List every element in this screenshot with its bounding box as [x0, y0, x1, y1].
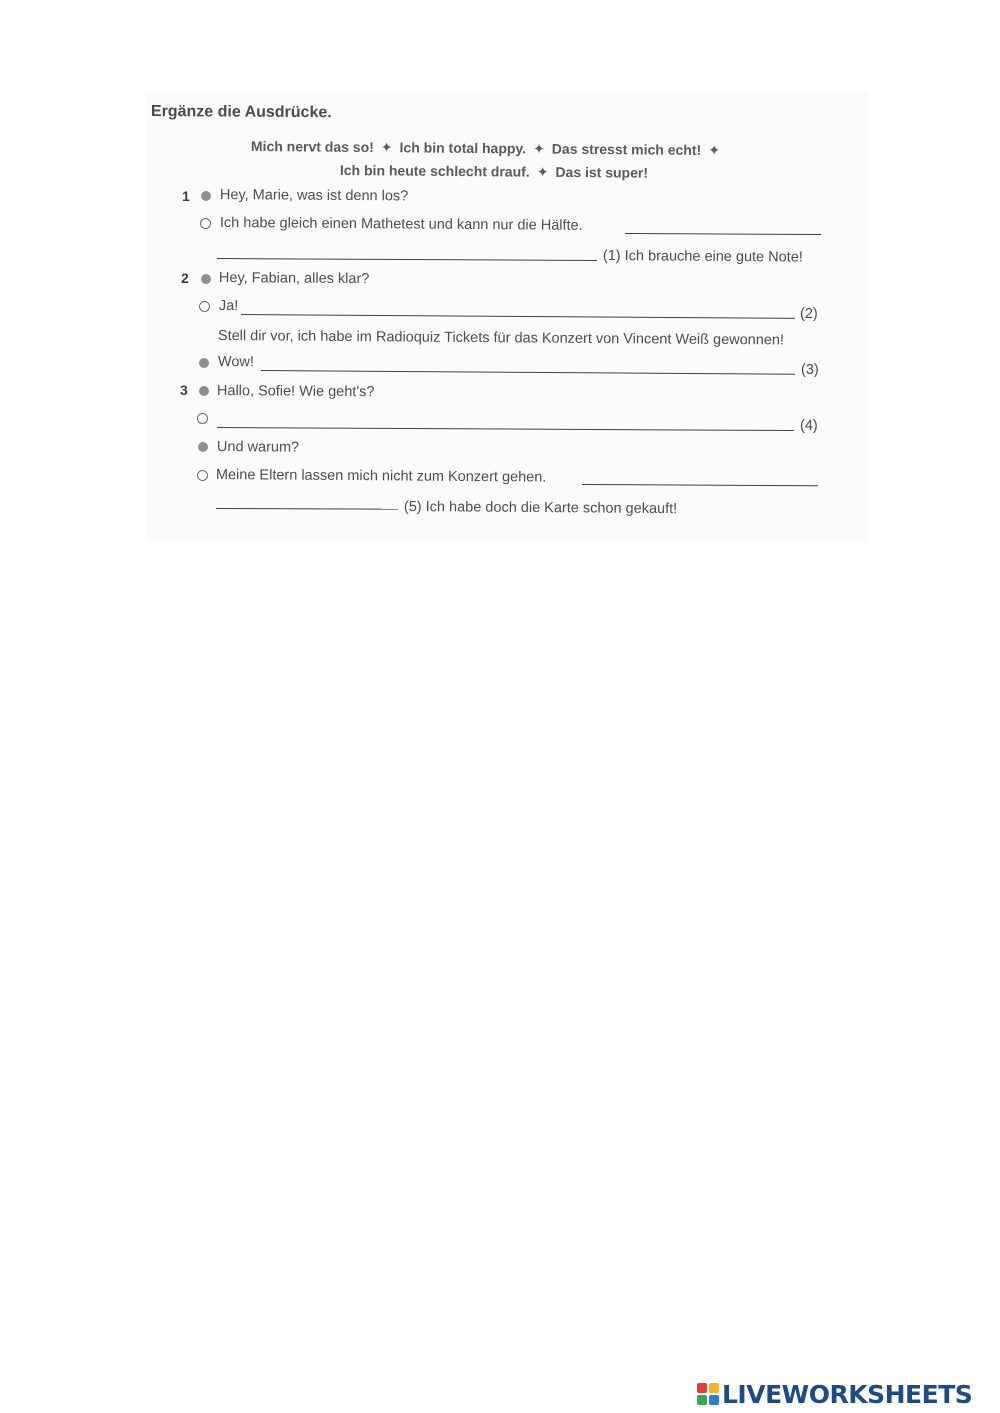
speaker-a-icon: [199, 386, 209, 396]
dialogue-line: Wow!: [217, 354, 254, 371]
expression: Ich bin total happy.: [399, 139, 527, 157]
item-number: 3: [180, 382, 188, 398]
speaker-b-icon: [200, 218, 211, 229]
expression: Das stresst mich echt!: [551, 140, 702, 158]
separator-icon: ✦: [380, 139, 393, 156]
speaker-a-icon: [198, 442, 208, 452]
dialogue-line: Meine Eltern lassen mich nicht zum Konzert gehen.: [215, 467, 547, 486]
blank-number: (4): [800, 418, 818, 434]
speaker-a-icon: [201, 274, 211, 284]
separator-icon: ✦: [536, 163, 549, 180]
dialogue-line: Hey, Fabian, alles klar?: [218, 270, 370, 288]
dialogue-line: (5) Ich habe doch die Karte schon gekauft!: [403, 499, 678, 518]
expressions-line-2: [340, 162, 648, 182]
exercise-heading: Ergänze die Ausdrücke.: [150, 103, 332, 122]
liveworksheets-logo: [697, 1379, 972, 1409]
expression: Mich nervt das so!: [250, 138, 374, 156]
speaker-b-icon: [199, 301, 210, 312]
dialogue-line: Ich habe gleich einen Mathetest und kann nur die Hälfte.: [219, 215, 583, 234]
speaker-a-icon: [201, 191, 211, 201]
dialogue-line: (1) Ich brauche eine gute Note!: [602, 248, 803, 266]
speaker-b-icon: [197, 413, 208, 424]
speaker-a-icon: [199, 358, 209, 368]
dialogue-line: Ja!: [218, 298, 239, 315]
dialogue-line: Und warum?: [216, 439, 300, 456]
dialogue-line: Stell dir vor, ich habe im Radioquiz Tickets für das Konzert von Vincent Weiß gewonnen!: [217, 328, 785, 349]
item-number: 1: [182, 188, 190, 204]
separator-icon: ✦: [533, 140, 545, 157]
expression: Ich bin heute schlecht drauf.: [339, 162, 530, 180]
separator-icon: ✦: [708, 141, 721, 159]
blank-number: (3): [801, 362, 819, 378]
expression: Das ist super!: [555, 163, 649, 181]
dialogue-line: Hey, Marie, was ist denn los?: [219, 187, 409, 205]
brand-name: LIVEWORKSHEETS: [722, 1379, 973, 1409]
item-number: 2: [181, 270, 189, 286]
dialogue-line: Hallo, Sofie! Wie geht's?: [216, 383, 375, 401]
logo-block: [697, 1395, 707, 1405]
blank-number: (2): [800, 306, 818, 322]
logo-block: [709, 1395, 719, 1405]
speaker-b-icon: [197, 470, 208, 481]
logo-blocks-icon: [697, 1383, 719, 1405]
logo-block: [697, 1383, 707, 1393]
logo-block: [709, 1383, 719, 1393]
